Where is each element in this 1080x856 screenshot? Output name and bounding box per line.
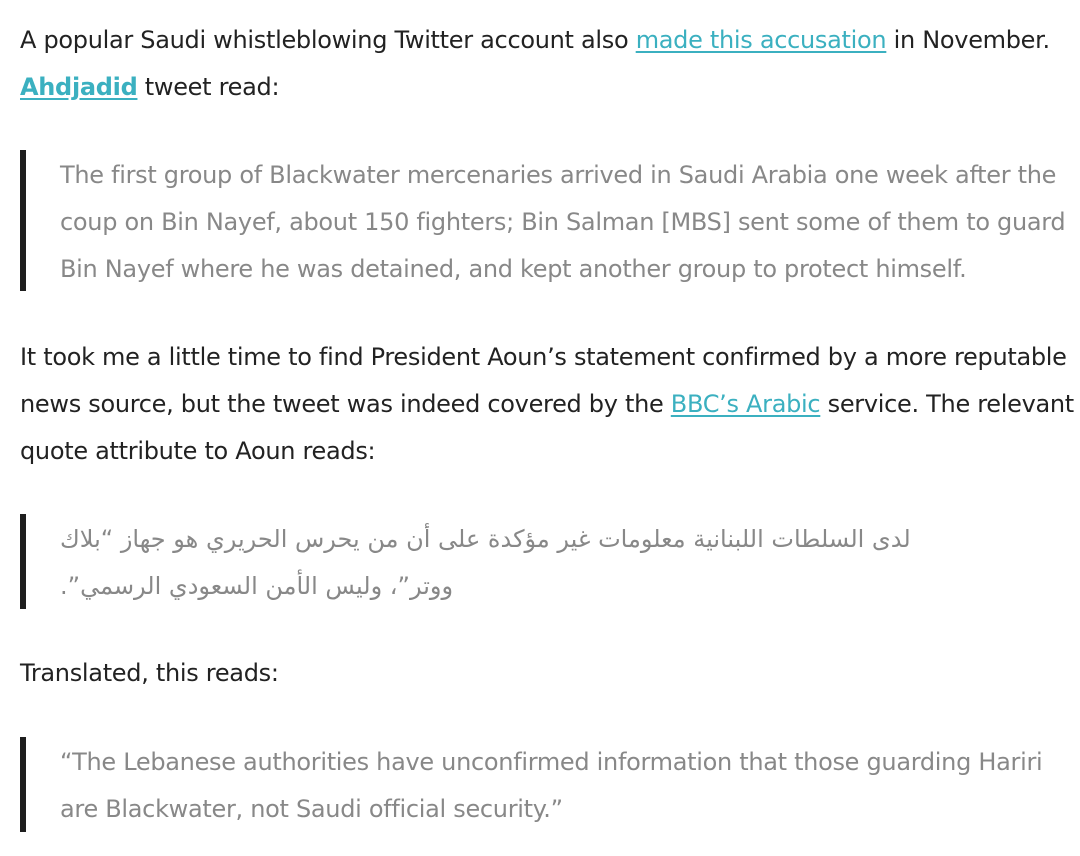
intro-line-2 (20, 64, 1060, 111)
para2-text: news source, but the tweet was indeed covered by the (20, 390, 671, 418)
para2-line-1: It took me a little time to find President Aoun’s statement confirmed by a more reputable (20, 343, 1067, 371)
intro-text-end: in November. (886, 26, 1050, 54)
translated-quote-line: “The Lebanese authorities have unconfirmed information that those guarding Hariri (60, 748, 1043, 776)
made-this-accusation-link[interactable]: made this accusation (635, 26, 887, 54)
arabic-quote (20, 514, 1060, 609)
aoun-statement-paragraph (20, 334, 1074, 475)
quote-line: coup on Bin Nayef, about 150 fighters; Bin Salman [MBS] sent some of them to guard (60, 208, 1066, 236)
bbc-arabic-link[interactable]: BBC’s Arabic (670, 390, 821, 418)
blackwater-tweet-quote (20, 150, 1066, 291)
para2-line-2 (20, 381, 1074, 428)
intro-line-1 (20, 17, 1060, 64)
tweet-read-text: tweet read: (137, 73, 280, 101)
arabic-quote-line: ووتر”، وليس الأمن السعودي الرسمي”. (60, 572, 454, 600)
quote-line: Bin Nayef where he was detained, and kept another group to protect himself. (60, 255, 967, 283)
translated-quote (20, 737, 1060, 832)
para2-text-end: service. The relevant (820, 390, 1074, 418)
ahdjadid-link[interactable]: Ahdjadid (20, 73, 138, 101)
translated-paragraph (20, 650, 1060, 697)
para2-line-3: quote attribute to Aoun reads: (20, 437, 376, 465)
quote-line: The first group of Blackwater mercenaries arrived in Saudi Arabia one week after the (60, 161, 1057, 189)
translated-quote-line: are Blackwater, not Saudi official security.” (60, 795, 563, 823)
intro-paragraph (20, 17, 1060, 111)
intro-text: A popular Saudi whistleblowing Twitter account also (20, 26, 636, 54)
arabic-quote-line: لدى السلطات اللبنانية معلومات غير مؤكدة على أن من يحرس الحريري هو جهاز “بلاك (60, 525, 911, 553)
translated-text: Translated, this reads: (20, 659, 279, 687)
